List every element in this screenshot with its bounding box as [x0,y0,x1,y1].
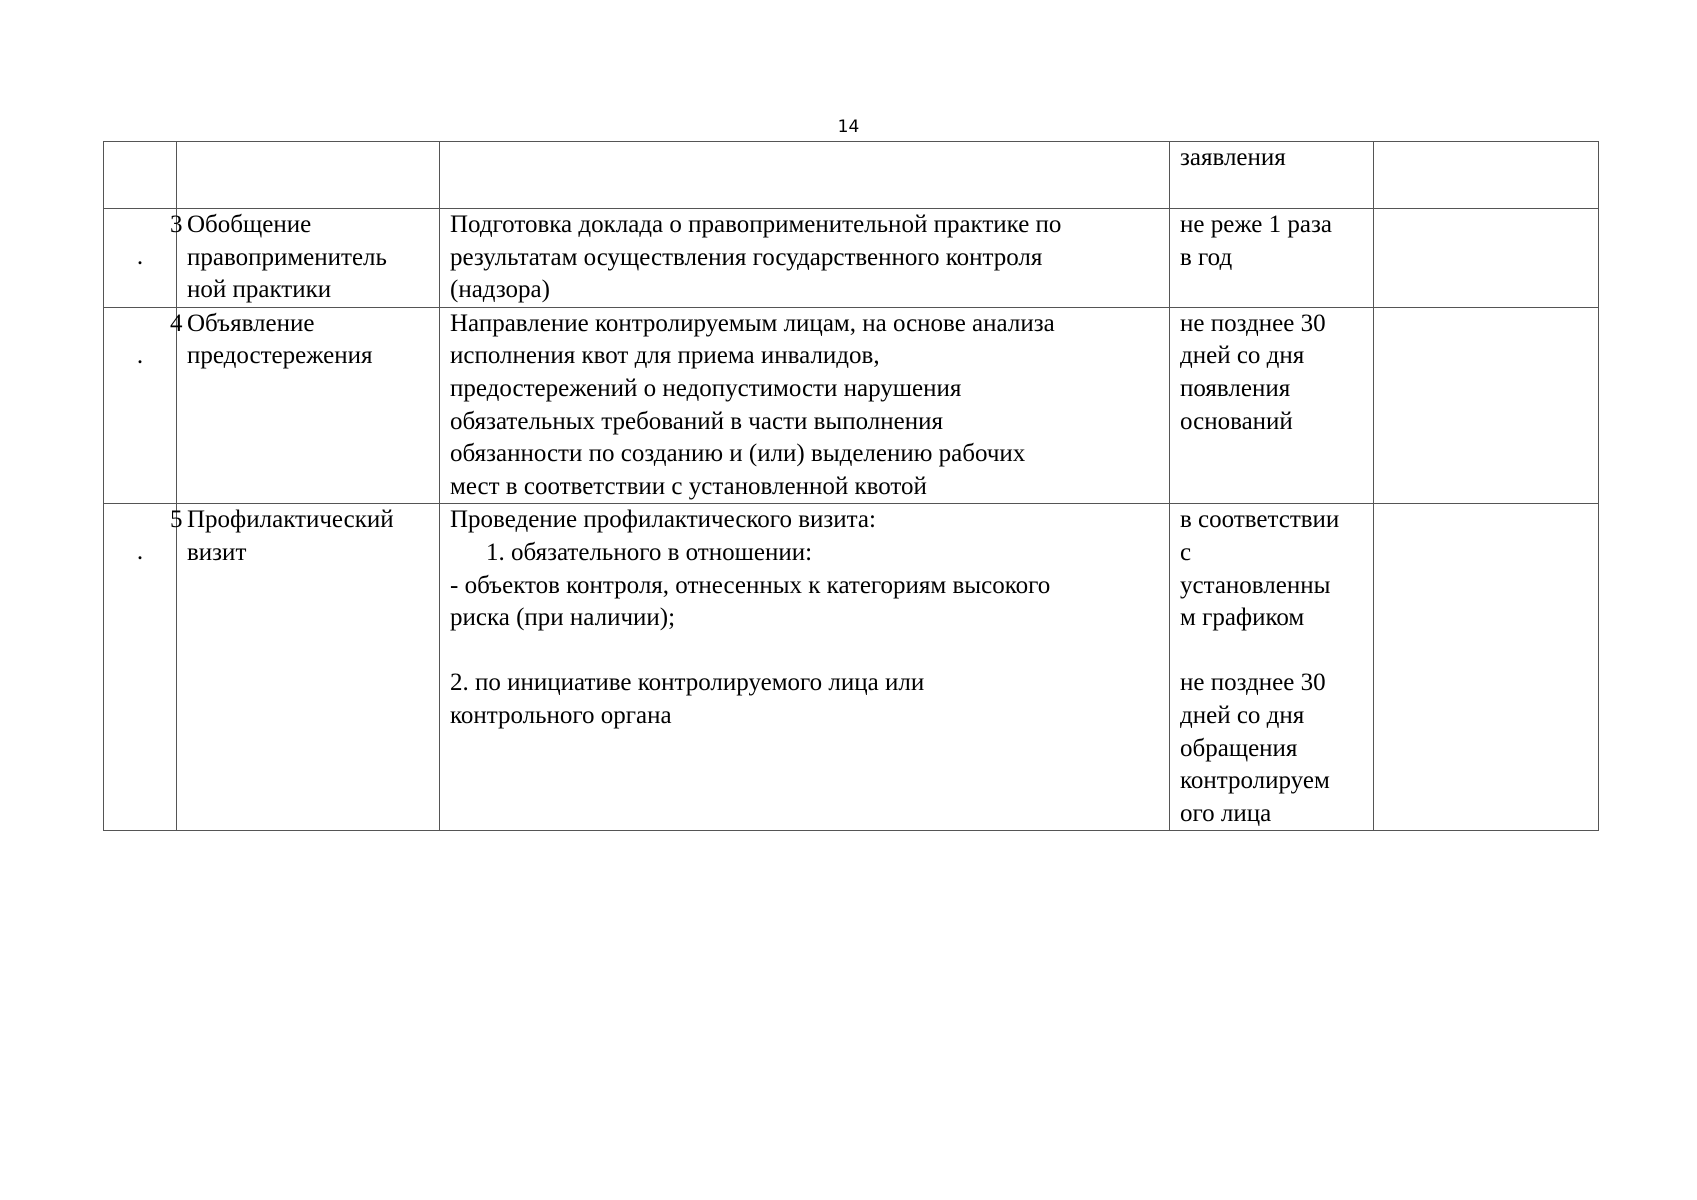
row-number-dot: . [136,538,144,566]
term-cell [1170,504,1374,831]
activity-name-line: Обобщение [187,211,312,238]
description-line: исполнения квот для приема инвалидов, [450,342,880,370]
term-line: контролируем [1180,767,1330,795]
description-cell [440,209,1170,308]
table-row [104,307,1599,504]
activity-name-cell [177,307,440,504]
term-line: м графиком [1180,604,1305,632]
activities-table [103,141,1599,831]
table-row [104,209,1599,308]
activity-name-cell [177,504,440,831]
term-line: не реже 1 раза [1180,211,1332,238]
row-number-dot: . [136,243,144,270]
term-line: не позднее 30 [1180,669,1326,697]
description-cell [440,307,1170,504]
term-line: не позднее 30 [1180,309,1326,337]
term-line: в год [1180,243,1233,271]
description-line: (надзора) [450,276,550,304]
row-number: 5 [170,506,183,534]
description-item-1-detail: риска (при наличии); [450,604,676,632]
term-line: оснований [1180,407,1293,435]
row-number: 3 [170,211,183,238]
term-line: в соответствии [1180,506,1340,534]
activity-name-cell [177,142,440,209]
term-line: ого лица [1180,799,1272,827]
description-line: Направление контролируемым лицам, на основе анализа [450,309,1055,337]
description-intro: Проведение профилактического визита: [450,506,876,534]
description-item-1-detail: - объектов контроля, отнесенных к категориям высокого [450,571,1051,599]
description-cell [440,504,1170,831]
description-item-2: контрольного органа [450,701,672,729]
term-line: установленны [1180,571,1331,599]
description-line: обязанности по созданию и (или) выделению рабочих [450,440,1026,468]
row-number-dot: . [136,341,144,369]
description-line: результатам осуществления государственного контроля [450,243,1043,271]
activity-name-line: предостережения [187,342,373,370]
activity-name-line: визит [187,538,247,566]
description-line: обязательных требований в части выполнения [450,407,943,435]
spacer [450,635,1161,668]
table-row [104,504,1599,831]
responsible-cell [1374,307,1599,504]
activity-name-line: ной практики [187,276,332,304]
term-cell [1170,209,1374,308]
row-number: 4 [170,309,183,337]
term-line: обращения [1180,734,1298,762]
activity-name-cell [177,209,440,308]
term-cell [1170,142,1374,209]
term-line: появления [1180,374,1291,402]
table-row [104,142,1599,209]
responsible-cell [1374,209,1599,308]
number-cell [104,142,177,209]
activity-name-line: правоприменитель [187,243,387,271]
term-line: заявления [1180,144,1286,171]
number-cell [104,504,183,831]
number-cell [104,209,183,308]
activity-name-line: Объявление [187,309,315,337]
number-cell [104,307,183,504]
responsible-cell [1374,504,1599,831]
description-item-2: 2. по инициативе контролируемого лица или [450,669,925,697]
description-cell [440,142,1170,209]
term-line: с [1180,538,1192,566]
description-line: мест в соответствии с установленной квотой [450,472,927,500]
term-cell [1170,307,1374,504]
spacer [1180,635,1365,668]
description-line: Подготовка доклада о правоприменительной практике по [450,211,1062,238]
description-item-1: 1. обязательного в отношении: [486,538,813,566]
term-line: дней со дня [1180,342,1305,370]
term-line: дней со дня [1180,701,1305,729]
activity-name-line: Профилактический [187,506,394,534]
page-number: 14 [837,117,860,137]
responsible-cell [1374,142,1599,209]
description-line: предостережений о недопустимости нарушения [450,374,962,402]
